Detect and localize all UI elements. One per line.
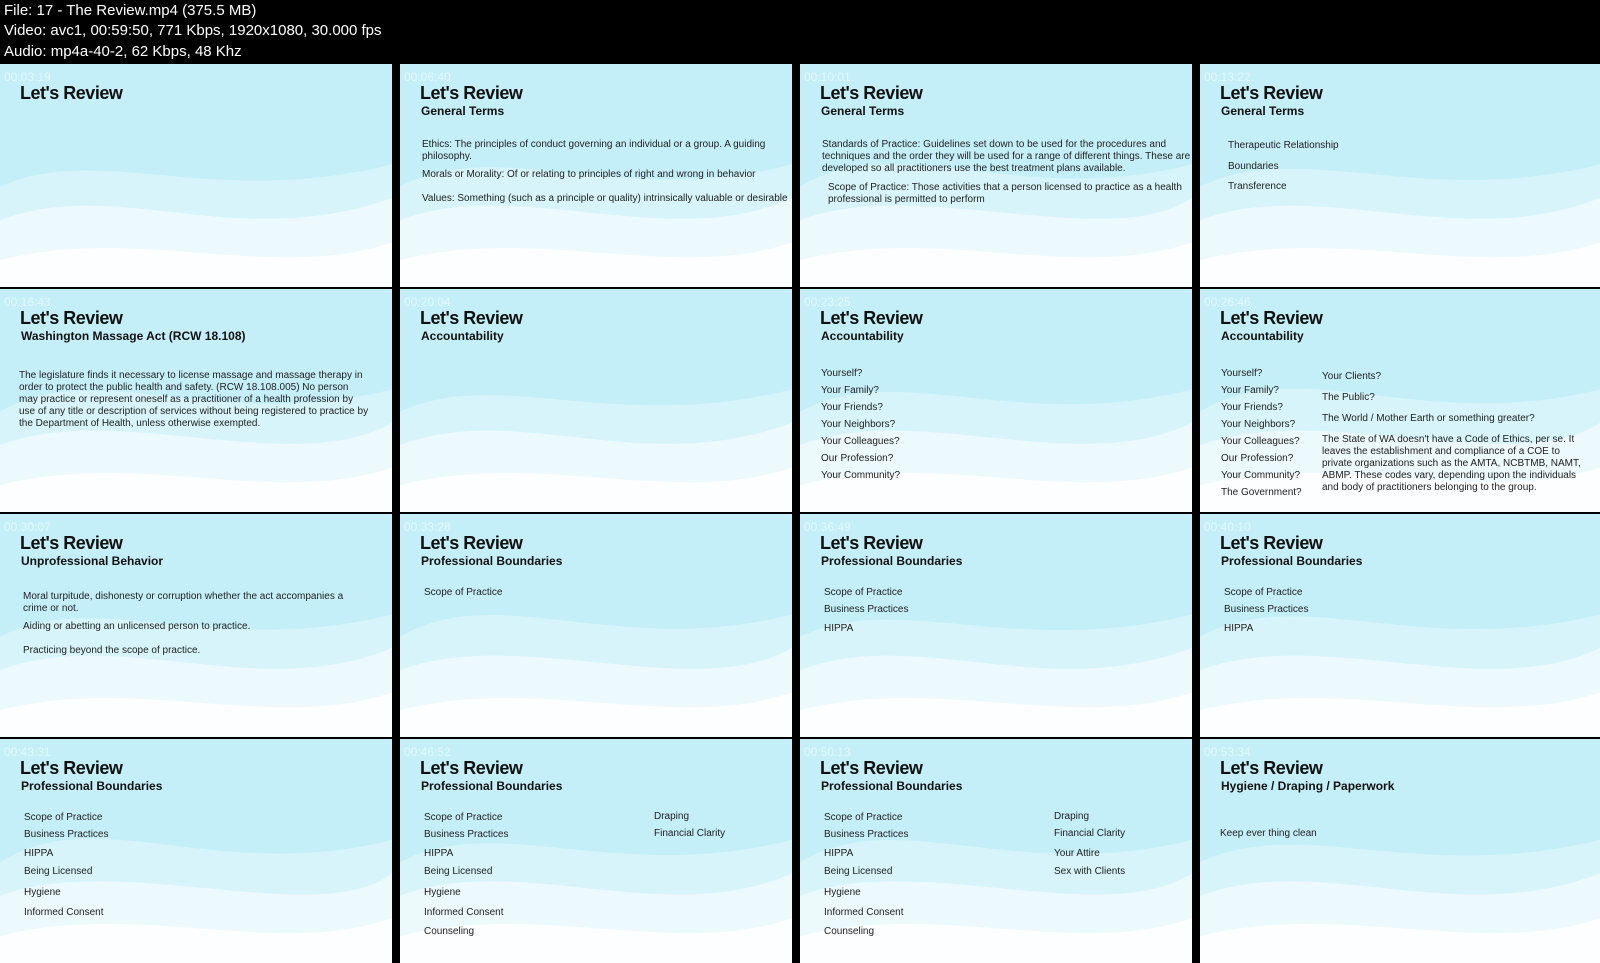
slide-subtitle: Professional Boundaries bbox=[821, 779, 963, 793]
slide-title: Let's Review bbox=[20, 533, 123, 553]
slide-text: Counseling bbox=[424, 926, 475, 937]
slide-text: Yourself? bbox=[821, 368, 863, 379]
slide-text: Scope of Practice: Those activities that a person licensed to practice as a health professional is permitted to perform bbox=[828, 182, 1182, 205]
timestamp-label: 00:16:43 bbox=[4, 295, 51, 309]
slide-title: Let's Review bbox=[820, 533, 923, 553]
slide-text: Practicing beyond the scope of practice. bbox=[23, 645, 201, 656]
slide-title: Let's Review bbox=[20, 308, 123, 328]
slide-subtitle: General Terms bbox=[821, 104, 905, 118]
timestamp-label: 00:43:31 bbox=[4, 745, 51, 759]
slide-text: The legislature finds it necessary to license massage and massage therapy in order to protect the public health and safety. (RCW 18.108.005) No person may practice or represent oneself as a practitioner of a health profession by use of any title or description of services without being registered to practice by the Department of Health, unless otherwise exempted. bbox=[19, 370, 369, 429]
timestamp-label: 00:36:49 bbox=[804, 520, 851, 534]
slide-text: HIPPA bbox=[424, 848, 454, 859]
audio-info-line: Audio: mp4a-40-2, 62 Kbps, 48 Khz bbox=[4, 43, 242, 60]
slide-text: Therapeutic Relationship bbox=[1228, 140, 1339, 151]
slide-subtitle: Professional Boundaries bbox=[821, 554, 963, 568]
timestamp-label: 00:13:22 bbox=[1204, 70, 1251, 84]
slide-text: The Public? bbox=[1322, 392, 1375, 403]
slide-text: Moral turpitude, dishonesty or corruption whether the act accompanies a crime or not. bbox=[23, 591, 344, 614]
slide-text: Our Profession? bbox=[821, 453, 894, 464]
slide-thumbnail[interactable] bbox=[1200, 64, 1600, 287]
slide-subtitle: Unprofessional Behavior bbox=[21, 554, 164, 568]
file-info-header bbox=[0, 0, 1600, 64]
slide-text: Being Licensed bbox=[824, 866, 893, 877]
timestamp-label: 00:20:04 bbox=[404, 295, 451, 309]
slide-text: Yourself? bbox=[1221, 368, 1263, 379]
slide-text: HIPPA bbox=[824, 623, 854, 634]
slide-text: Our Profession? bbox=[1221, 453, 1294, 464]
slide-thumbnail[interactable] bbox=[1200, 289, 1600, 512]
slide-text: Business Practices bbox=[424, 829, 509, 840]
slide-text: Your Community? bbox=[1221, 470, 1301, 481]
slide-text: Standards of Practice: Guidelines set down to be used for the procedures and techniques and the order they will be used for a range of different things. These are developed so all practitioners use the best treatment plans available. bbox=[822, 139, 1191, 174]
slide-text: Business Practices bbox=[24, 829, 109, 840]
slide-text: Transference bbox=[1228, 181, 1287, 192]
slide-text: Values: Something (such as a principle or quality) intrinsically valuable or desirable bbox=[422, 193, 788, 204]
slide-text: Scope of Practice bbox=[424, 812, 503, 823]
slide-text: Being Licensed bbox=[24, 866, 93, 877]
timestamp-label: 00:50:13 bbox=[804, 745, 851, 759]
timestamp-label: 00:06:40 bbox=[404, 70, 451, 84]
slide-text: Business Practices bbox=[1224, 604, 1309, 615]
slide-text: Your Family? bbox=[821, 385, 879, 396]
slide-text: The State of WA doesn't have a Code of Ethics, per se. It leaves the establishment and compliance of a COE to private organizations such as the AMTA, NCBTMB, NAMT, ABMP. These codes vary, depending upon the individuals and body of practitioners belonging to the group. bbox=[1322, 434, 1581, 493]
slide-text: Business Practices bbox=[824, 829, 909, 840]
slide-text: Draping bbox=[654, 811, 690, 822]
slide-title: Let's Review bbox=[1220, 83, 1323, 103]
slide-text: Your Friends? bbox=[821, 402, 883, 413]
slide-text: Hygiene bbox=[24, 887, 61, 898]
slide-text: Business Practices bbox=[824, 604, 909, 615]
slide-text: Informed Consent bbox=[824, 907, 904, 918]
slide-text: HIPPA bbox=[824, 848, 854, 859]
slide-thumbnail[interactable] bbox=[0, 64, 392, 287]
slide-thumbnail[interactable] bbox=[800, 514, 1192, 737]
slide-title: Let's Review bbox=[420, 83, 523, 103]
slide-text: Informed Consent bbox=[424, 907, 504, 918]
slide-text: Being Licensed bbox=[424, 866, 493, 877]
slide-thumbnail[interactable] bbox=[400, 289, 792, 512]
slide-subtitle: Washington Massage Act (RCW 18.108) bbox=[21, 329, 246, 343]
slide-subtitle: Professional Boundaries bbox=[421, 554, 563, 568]
slide-text: Aiding or abetting an unlicensed person to practice. bbox=[23, 621, 251, 632]
slide-subtitle: Accountability bbox=[821, 329, 904, 343]
slide-title: Let's Review bbox=[1220, 308, 1323, 328]
slide-title: Let's Review bbox=[20, 83, 123, 103]
slide-thumbnail[interactable] bbox=[800, 289, 1192, 512]
slide-text: Ethics: The principles of conduct governing an individual or a group. A guiding philosophy. bbox=[422, 139, 766, 162]
slide-text: Draping bbox=[1054, 811, 1090, 822]
timestamp-label: 00:23:25 bbox=[804, 295, 851, 309]
slide-subtitle: Professional Boundaries bbox=[21, 779, 163, 793]
slide-title: Let's Review bbox=[420, 308, 523, 328]
timestamp-label: 00:33:28 bbox=[404, 520, 451, 534]
slide-text: HIPPA bbox=[1224, 623, 1254, 634]
slide-subtitle: Professional Boundaries bbox=[1221, 554, 1363, 568]
timestamp-label: 00:40:10 bbox=[1204, 520, 1251, 534]
slide-thumbnail[interactable] bbox=[400, 739, 792, 963]
file-info-line: File: 17 - The Review.mp4 (375.5 MB) bbox=[4, 2, 257, 19]
slide-text: Scope of Practice bbox=[1224, 587, 1303, 598]
slide-text: Your Neighbors? bbox=[1221, 419, 1296, 430]
slide-text: Boundaries bbox=[1228, 161, 1279, 172]
slide-text: Your Family? bbox=[1221, 385, 1279, 396]
slide-text: Your Attire bbox=[1054, 848, 1100, 859]
slide-text: Financial Clarity bbox=[654, 828, 726, 839]
slide-text: Informed Consent bbox=[24, 907, 104, 918]
slide-thumbnail[interactable] bbox=[800, 739, 1192, 963]
slide-text: Your Friends? bbox=[1221, 402, 1283, 413]
slide-text: Scope of Practice bbox=[824, 587, 903, 598]
slide-text: Your Colleagues? bbox=[821, 436, 900, 447]
timestamp-label: 00:53:34 bbox=[1204, 745, 1251, 759]
slide-text: Your Clients? bbox=[1322, 371, 1382, 382]
slide-thumbnail[interactable] bbox=[0, 514, 392, 737]
slide-thumbnail[interactable] bbox=[0, 739, 392, 963]
slide-thumbnail[interactable] bbox=[0, 289, 392, 512]
slide-subtitle: Accountability bbox=[1221, 329, 1304, 343]
slide-text: Hygiene bbox=[824, 887, 861, 898]
slide-subtitle: Professional Boundaries bbox=[421, 779, 563, 793]
slide-subtitle: General Terms bbox=[1221, 104, 1305, 118]
slide-text: Scope of Practice bbox=[24, 812, 103, 823]
slide-text: HIPPA bbox=[24, 848, 54, 859]
timestamp-label: 00:10:01 bbox=[804, 70, 851, 84]
slide-text: Keep ever thing clean bbox=[1220, 828, 1317, 839]
slide-thumbnail[interactable] bbox=[800, 64, 1192, 287]
slide-thumbnail[interactable] bbox=[1200, 739, 1600, 963]
timestamp-label: 00:30:07 bbox=[4, 520, 51, 534]
slide-subtitle: Hygiene / Draping / Paperwork bbox=[1221, 779, 1395, 793]
slide-text: Your Community? bbox=[821, 470, 901, 481]
slide-thumbnail[interactable] bbox=[1200, 514, 1600, 737]
slide-text: Counseling bbox=[824, 926, 875, 937]
slide-title: Let's Review bbox=[820, 83, 923, 103]
slide-title: Let's Review bbox=[1220, 533, 1323, 553]
slide-title: Let's Review bbox=[820, 758, 923, 778]
timestamp-label: 00:03:19 bbox=[4, 70, 51, 84]
thumbnail-grid bbox=[0, 64, 1600, 963]
slide-subtitle: Accountability bbox=[421, 329, 504, 343]
slide-title: Let's Review bbox=[820, 308, 923, 328]
slide-text: Your Colleagues? bbox=[1221, 436, 1300, 447]
slide-text: Sex with Clients bbox=[1054, 866, 1126, 877]
slide-thumbnail[interactable] bbox=[400, 514, 792, 737]
slide-title: Let's Review bbox=[1220, 758, 1323, 778]
slide-title: Let's Review bbox=[420, 533, 523, 553]
slide-subtitle: General Terms bbox=[421, 104, 505, 118]
timestamp-label: 00:26:46 bbox=[1204, 295, 1251, 309]
slide-text: Scope of Practice bbox=[424, 587, 503, 598]
slide-text: Hygiene bbox=[424, 887, 461, 898]
slide-title: Let's Review bbox=[20, 758, 123, 778]
video-info-line: Video: avc1, 00:59:50, 771 Kbps, 1920x1080, 30.000 fps bbox=[4, 22, 382, 39]
slide-title: Let's Review bbox=[420, 758, 523, 778]
slide-thumbnail[interactable] bbox=[400, 64, 792, 287]
slide-text: Scope of Practice bbox=[824, 812, 903, 823]
timestamp-label: 00:46:52 bbox=[404, 745, 451, 759]
slide-text: Your Neighbors? bbox=[821, 419, 896, 430]
slide-text: The World / Mother Earth or something greater? bbox=[1322, 413, 1535, 424]
slide-text: Financial Clarity bbox=[1054, 828, 1126, 839]
slide-text: Morals or Morality: Of or relating to principles of right and wrong in behavior bbox=[422, 169, 756, 180]
slide-text: The Government? bbox=[1221, 487, 1302, 498]
